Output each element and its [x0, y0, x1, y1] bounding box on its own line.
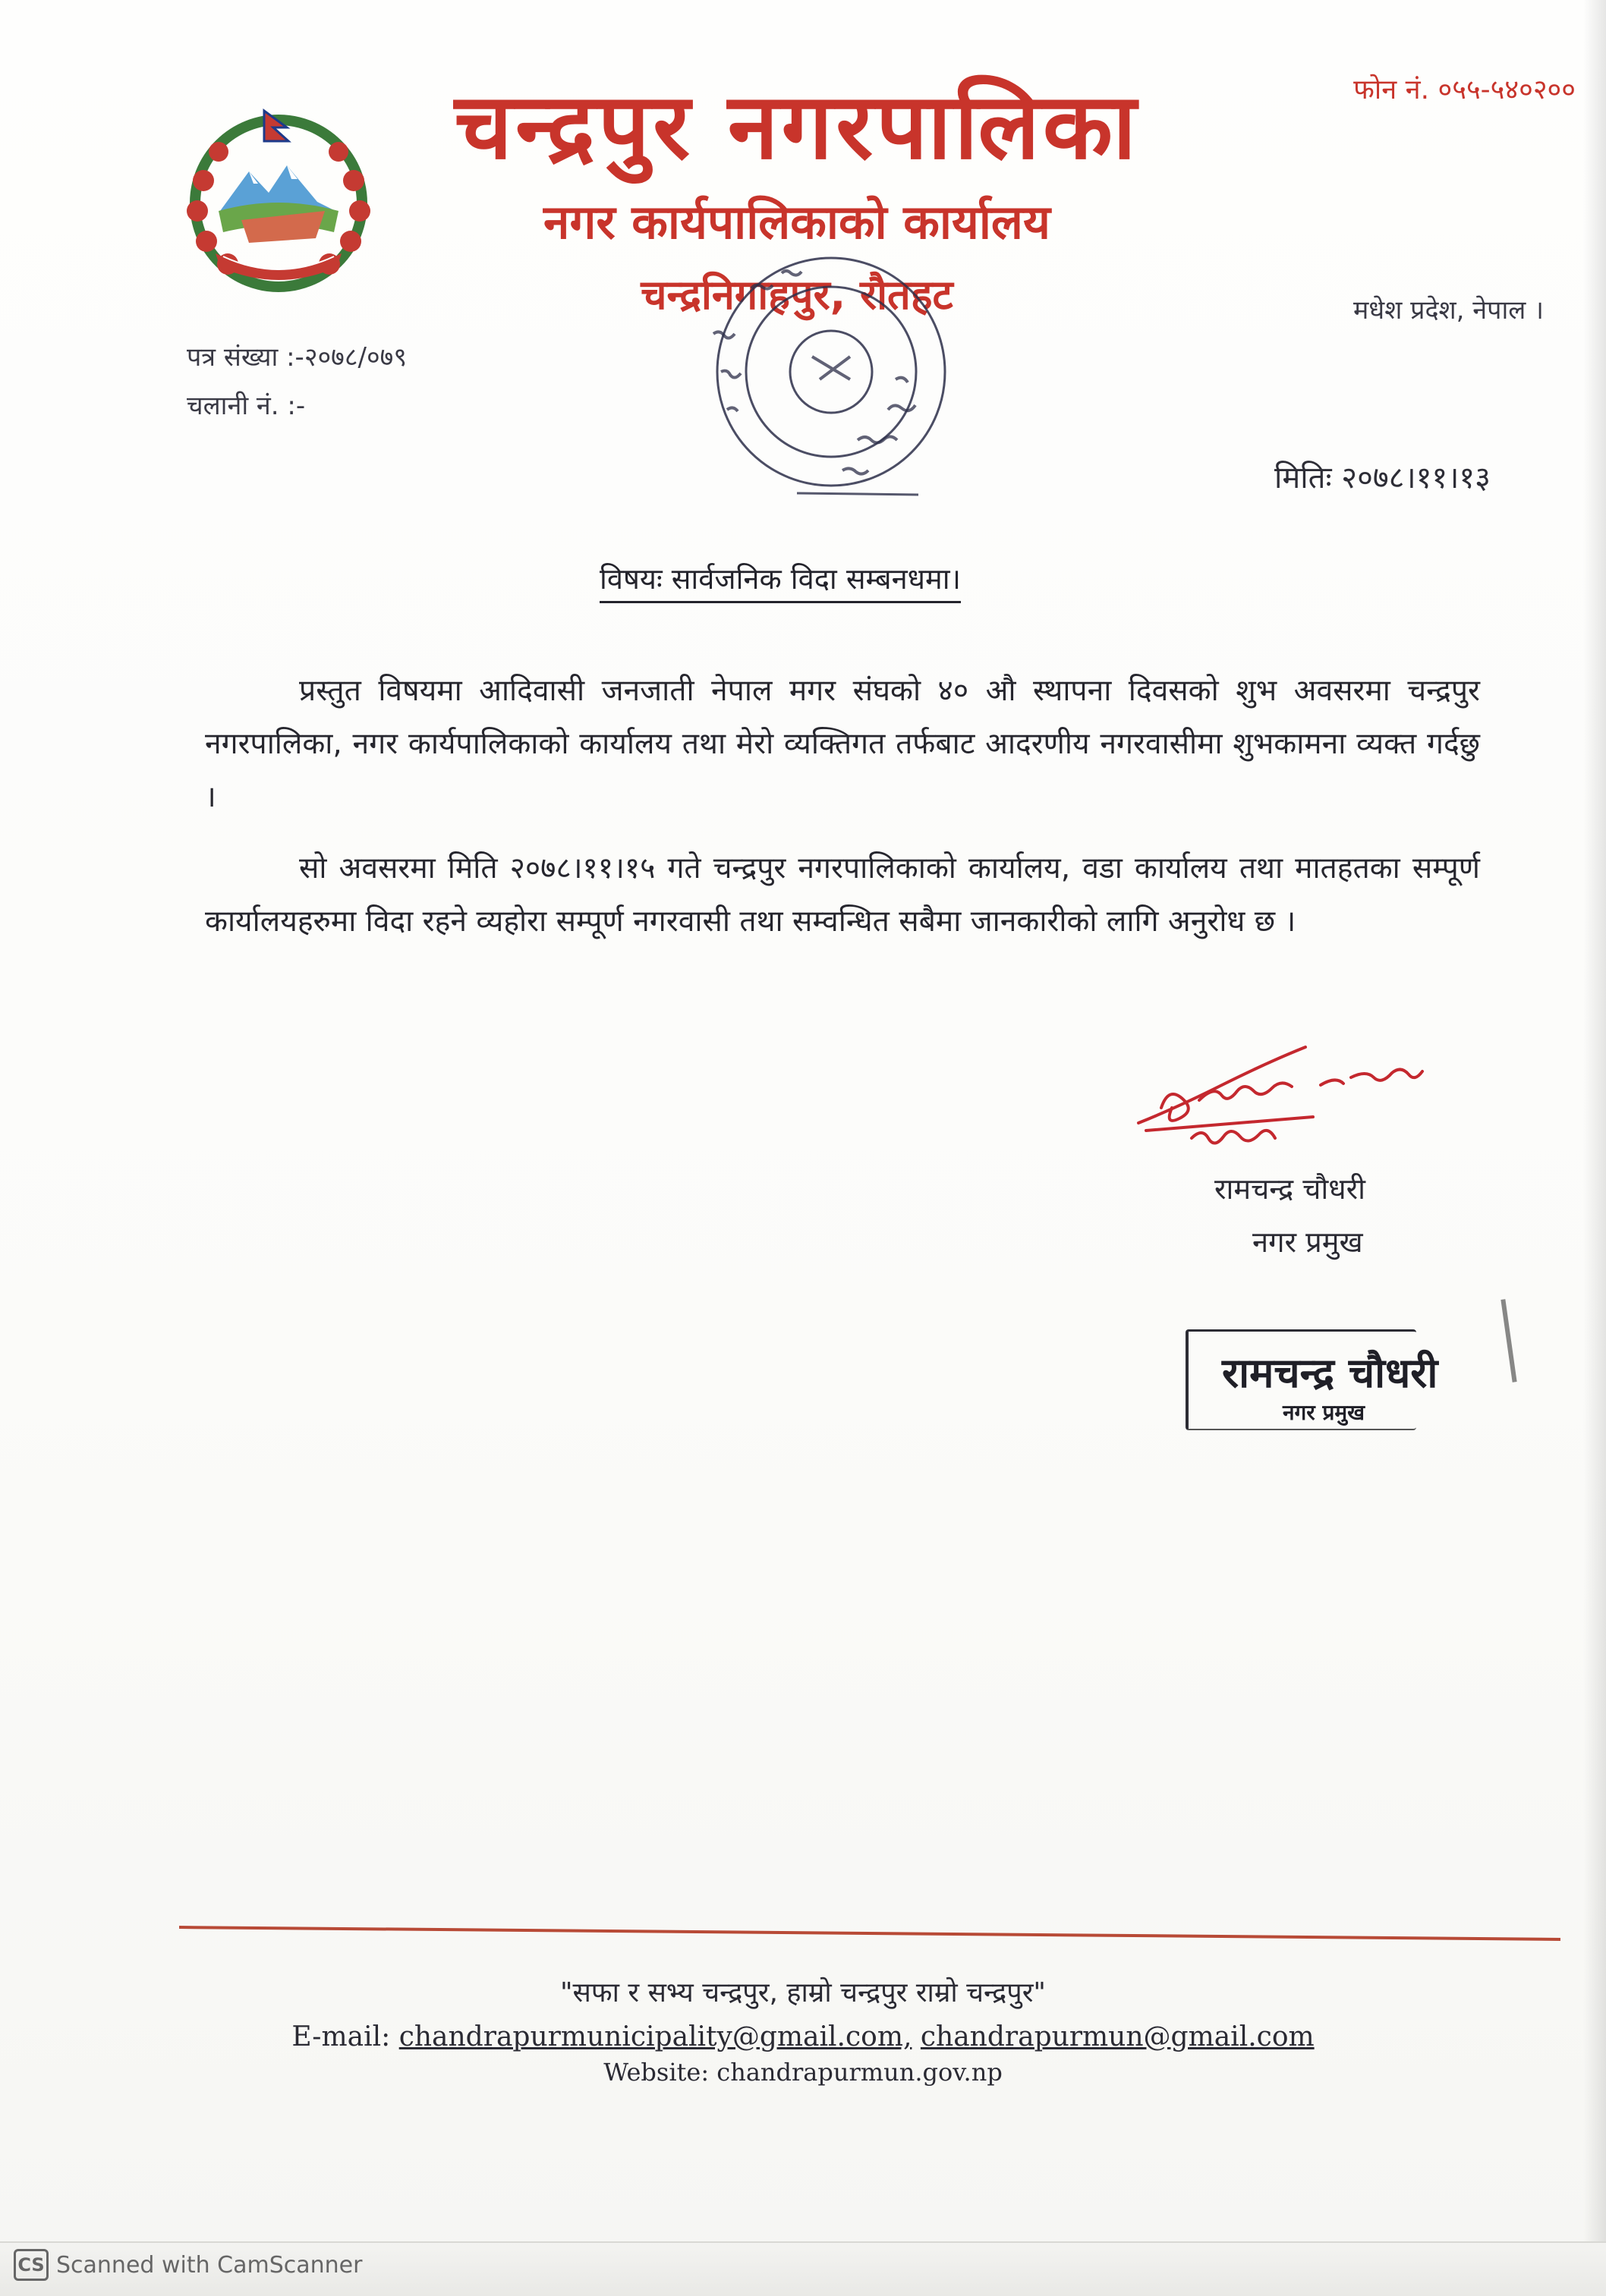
footer-motto: "सफा र सभ्य चन्द्रपुर, हाम्रो चन्द्रपुर राम्रो चन्द्रपुर" [559, 1977, 1046, 2008]
letter-date: मितिः २०७८।११।१३ [1274, 461, 1491, 495]
phone-number: फोन नं. ०५५-५४०२०० [1353, 74, 1576, 105]
email-link-2[interactable]: chandrapurmun@gmail.com [920, 2021, 1315, 2052]
name-rubber-stamp [1176, 1322, 1488, 1436]
rubber-stamp-name: रामचन्द्र चौधरी [1222, 1349, 1438, 1397]
website-label: Website: [603, 2058, 710, 2087]
website-link[interactable]: chandrapurmun.gov.np [716, 2058, 1003, 2087]
handwritten-signature [1131, 1032, 1450, 1153]
email-link-1[interactable]: chandrapurmunicipality@gmail.com, [398, 2021, 912, 2052]
province-address: मधेश प्रदेश, नेपाल । [1353, 295, 1544, 326]
scan-edge-shadow [1583, 0, 1606, 2296]
scanner-text: Scanned with CamScanner [56, 2251, 363, 2279]
signatory-title: नगर प्रमुख [1252, 1225, 1363, 1259]
email-label: E-mail: [291, 2021, 391, 2052]
camscanner-logo-icon: CS [14, 2249, 49, 2281]
signatory-name: रामचन्द्र चौधरी [1214, 1172, 1365, 1206]
office-seal-stamp [668, 228, 994, 531]
letter-number: पत्र संख्या :-२०७८/०७९ [187, 342, 408, 373]
scanner-watermark [14, 2249, 362, 2281]
subject-line: विषयः सार्वजनिक विदा सम्बनधमा। [600, 558, 961, 603]
municipality-title: चन्द्रपुर नगरपालिका [454, 74, 1140, 180]
dispatch-number: चलानी नं. :- [187, 391, 306, 421]
nepal-emblem-icon [173, 105, 384, 293]
footer-email [0, 2021, 1606, 2052]
body-paragraph-2: सो अवसरमा मिति २०७८।११।१५ गते चन्द्रपुर नगरपालिकाको कार्यालय, वडा कार्यालय तथा मातहतका सम्पूर्ण कार्यालयहरुमा विदा रहने व्यहोरा सम्पूर्ण नगरवासी तथा सम्वन्धित सबैमा जानकारीको लागि अनुरोध छ । [205, 851, 1480, 939]
office-address: चन्द्रनिगाहपुर, रौतहट [641, 271, 953, 319]
body-paragraph-1: प्रस्तुत विषयमा आदिवासी जनजाती नेपाल मगर संघको ४० औ स्थापना दिवसको शुभ अवसरमा चन्द्रपुर नगरपालिका, नगर कार्यपालिकाको कार्यालय तथा मेरो व्यक्तिगत तर्फबाट आदरणीय नगरवासीमा शुभकामना व्यक्त गर्दछु । [205, 674, 1480, 814]
office-title: नगर कार्यपालिकाको कार्यालय [543, 194, 1050, 250]
rubber-stamp-title: नगर प्रमुख [1283, 1400, 1365, 1425]
footer-website [0, 2058, 1606, 2087]
